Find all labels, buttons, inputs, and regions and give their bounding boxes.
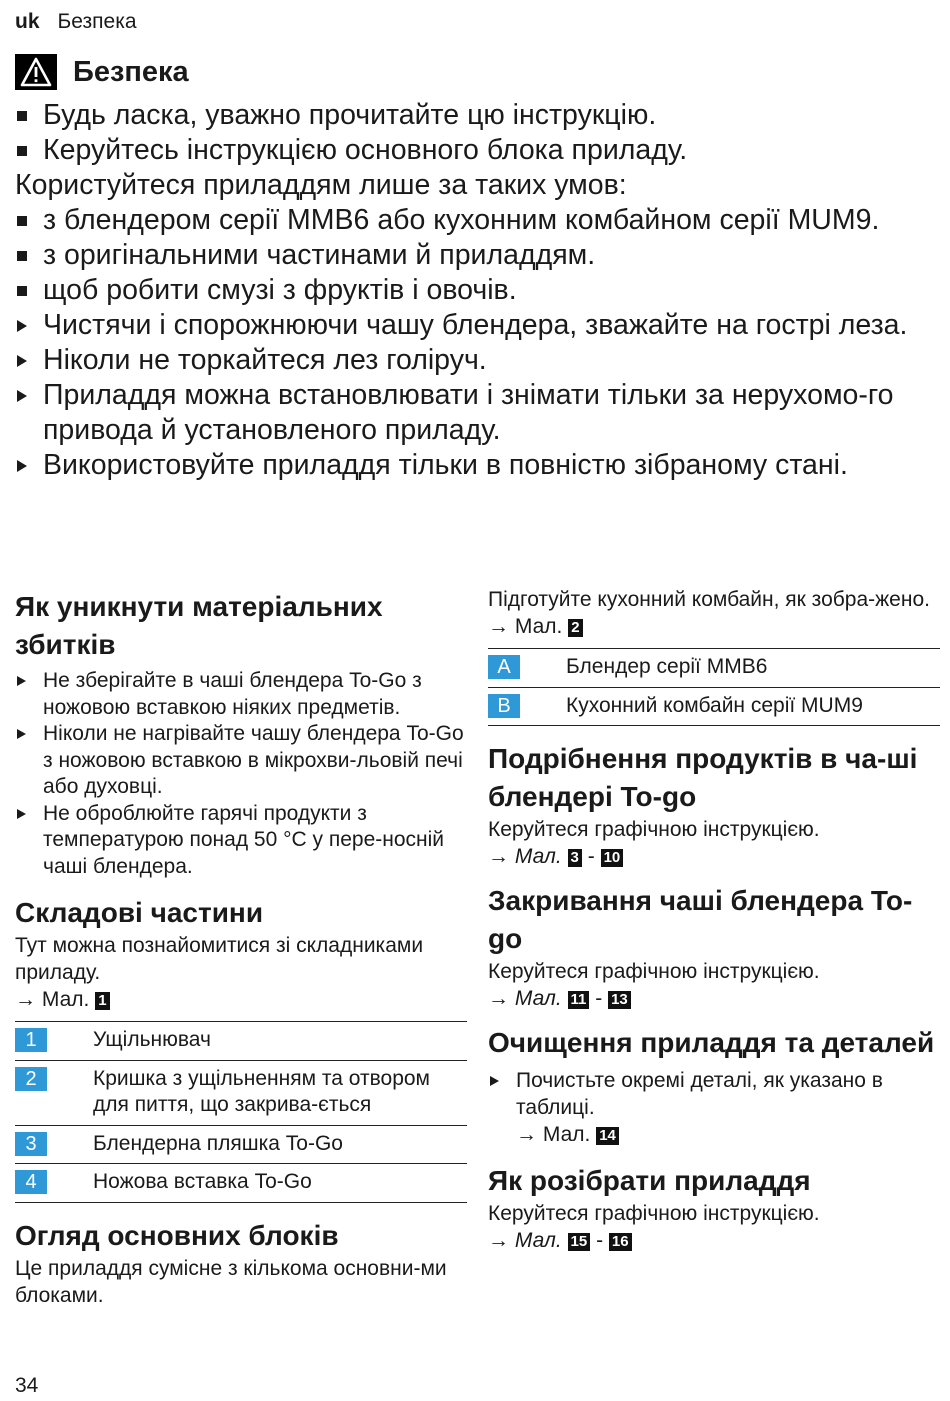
components-figure-ref: → Мал. 1 — [15, 986, 467, 1013]
safety-item — [15, 343, 940, 378]
table-cell-label: Блендер серії MMB6 — [566, 655, 768, 678]
chopping-figure-ref: → Мал. 3 - 10 — [488, 843, 940, 870]
cleaning-figure-ref: → Мал. 14 — [488, 1121, 940, 1148]
list-item — [15, 801, 467, 881]
number-badge: 2 — [15, 1067, 47, 1091]
safety-title: Безпека — [73, 55, 189, 88]
safety-item-text: з оригінальними частинами й приладдям. — [43, 239, 596, 271]
damage-title: Як уникнути матеріальних збитків — [15, 591, 383, 660]
components-title: Складові частини — [15, 897, 264, 928]
figure-label: 1 — [95, 992, 109, 1010]
prep-figure-ref: → Мал. 2 — [488, 613, 940, 640]
safety-list — [15, 98, 940, 483]
list-item — [15, 668, 467, 721]
figure-label: 16 — [609, 1233, 632, 1251]
safety-item-text: Використовуйте приладдя тільки в повністю зібраному стані. — [43, 449, 848, 481]
safety-item — [15, 273, 940, 308]
figure-label: 11 — [568, 991, 590, 1009]
bullet-square-icon — [15, 238, 43, 273]
disassembly-title: Як розібрати приладдя — [488, 1165, 811, 1196]
figure-label: 13 — [608, 991, 631, 1009]
safety-item — [15, 168, 940, 203]
safety-item-text: Приладдя можна встановлювати і знімати тільки за нерухомо-го привода й установленого приладу. — [43, 379, 894, 446]
safety-item-text: Керуйтесь інструкцією основного блока приладу. — [43, 134, 688, 166]
left-column — [15, 588, 467, 1309]
disassembly-figure-ref: → Мал. 15 - 16 — [488, 1227, 940, 1254]
figure-label: 15 — [568, 1233, 591, 1251]
list-item-text: Не зберігайте в чаші блендера To-Go з ножовою вставкою ніяких предметів. — [43, 669, 422, 719]
safety-item — [15, 238, 940, 273]
safety-item — [15, 203, 940, 238]
table-cell-number — [488, 649, 566, 688]
table-row — [488, 687, 940, 726]
page-number: 34 — [15, 1374, 39, 1397]
table-cell-number — [15, 1022, 93, 1061]
components-text: Тут можна познайомитися зі складниками приладу. — [15, 934, 424, 984]
number-badge: B — [488, 694, 520, 718]
safety-item — [15, 448, 940, 483]
bullet-triangle-icon — [15, 343, 43, 378]
components-table — [15, 1021, 467, 1203]
bullet-square-icon — [15, 203, 43, 238]
safety-heading — [15, 54, 189, 90]
table-cell-label: Блендерна пляшка To-Go — [93, 1131, 343, 1155]
table-row — [15, 1060, 467, 1125]
figure-label: 14 — [596, 1127, 619, 1145]
bullet-triangle-icon — [15, 378, 43, 413]
bullet-triangle-icon — [15, 308, 43, 343]
cleaning-list — [488, 1068, 940, 1148]
closing-title: Закривання чаші блендера To-go — [488, 885, 913, 954]
bullet-triangle-icon — [488, 1068, 516, 1094]
number-badge: 4 — [15, 1170, 47, 1194]
table-cell-label: Ущільнювач — [93, 1028, 211, 1051]
figure-label: 2 — [568, 619, 582, 637]
list-item-text: Ніколи не нагрівайте чашу блендера To-Go з ножовою вставкою в мікрохви-льовій печі або духовці. — [43, 722, 464, 798]
chopping-text: Керуйтеся графічною інструкцією. — [488, 818, 820, 841]
safety-item-text: Чистячи і спорожнюючи чашу блендера, зважайте на гострі леза. — [43, 309, 908, 341]
number-badge: 3 — [15, 1132, 47, 1156]
language-code: uk — [15, 10, 40, 33]
safety-item — [15, 378, 940, 448]
table-cell-label: Кришка з ущільненням та отвором для пиття, що закрива-ється — [93, 1066, 430, 1116]
damage-list — [15, 668, 467, 880]
base-units-table — [488, 648, 940, 726]
right-column — [488, 586, 940, 1254]
table-cell-label: Ножова вставка To-Go — [93, 1170, 312, 1193]
safety-item — [15, 133, 940, 168]
figure-label: 3 — [568, 849, 582, 867]
bullet-triangle-icon — [15, 448, 43, 483]
list-item — [15, 721, 467, 801]
table-row — [15, 1022, 467, 1061]
bullet-triangle-icon — [15, 721, 43, 747]
safety-item-text: Користуйтеся приладдям лише за таких умов: — [15, 169, 627, 201]
closing-figure-ref: → Мал. 11 - 13 — [488, 985, 940, 1012]
table-cell-number — [488, 687, 566, 726]
list-item-text: Не оброблюйте гарячі продукти з температурою понад 50 °C у пере-носній чаші блендера. — [43, 801, 445, 878]
cleaning-title: Очищення приладдя та деталей — [488, 1027, 935, 1058]
closing-text: Керуйтеся графічною інструкцією. — [488, 960, 820, 983]
disassembly-text: Керуйтеся графічною інструкцією. — [488, 1202, 820, 1225]
bullet-triangle-icon — [15, 668, 43, 694]
bullet-square-icon — [15, 133, 43, 168]
bullet-square-icon — [15, 273, 43, 308]
safety-item — [15, 308, 940, 343]
table-row — [15, 1125, 467, 1164]
safety-item-text: з блендером серії MMB6 або кухонним комбайном серії MUM9. — [43, 204, 880, 236]
header-section: Безпека — [57, 10, 137, 33]
number-badge: 1 — [15, 1028, 47, 1052]
chopping-title: Подрібнення продуктів в ча-ші блендері To-go — [488, 743, 918, 812]
safety-item-text: Будь ласка, уважно прочитайте цю інструкцію. — [43, 99, 657, 131]
table-row — [15, 1164, 467, 1203]
prep-text: Підготуйте кухонний комбайн, як зобра-жено. — [488, 588, 930, 611]
overview-title: Огляд основних блоків — [15, 1219, 339, 1251]
warning-triangle-icon — [15, 54, 57, 90]
safety-item-text: щоб робити смузі з фруктів і овочів. — [43, 274, 517, 306]
table-row — [488, 649, 940, 688]
table-cell-number — [15, 1060, 93, 1125]
table-cell-label: Кухонний комбайн серії MUM9 — [566, 693, 863, 717]
safety-item — [15, 98, 940, 133]
number-badge: A — [488, 655, 520, 679]
safety-item-text: Ніколи не торкайтеся лез голіруч. — [43, 344, 487, 376]
list-item: Почистьте окремі деталі, як указано в таблиці. — [488, 1068, 940, 1121]
table-cell-number — [15, 1164, 93, 1203]
bullet-square-icon — [15, 98, 43, 133]
bullet-triangle-icon — [15, 801, 43, 827]
page-header — [15, 10, 137, 34]
overview-text: Це приладдя сумісне з кількома основни-ми блоками. — [15, 1256, 447, 1307]
figure-label: 10 — [601, 849, 624, 867]
table-cell-number — [15, 1125, 93, 1164]
